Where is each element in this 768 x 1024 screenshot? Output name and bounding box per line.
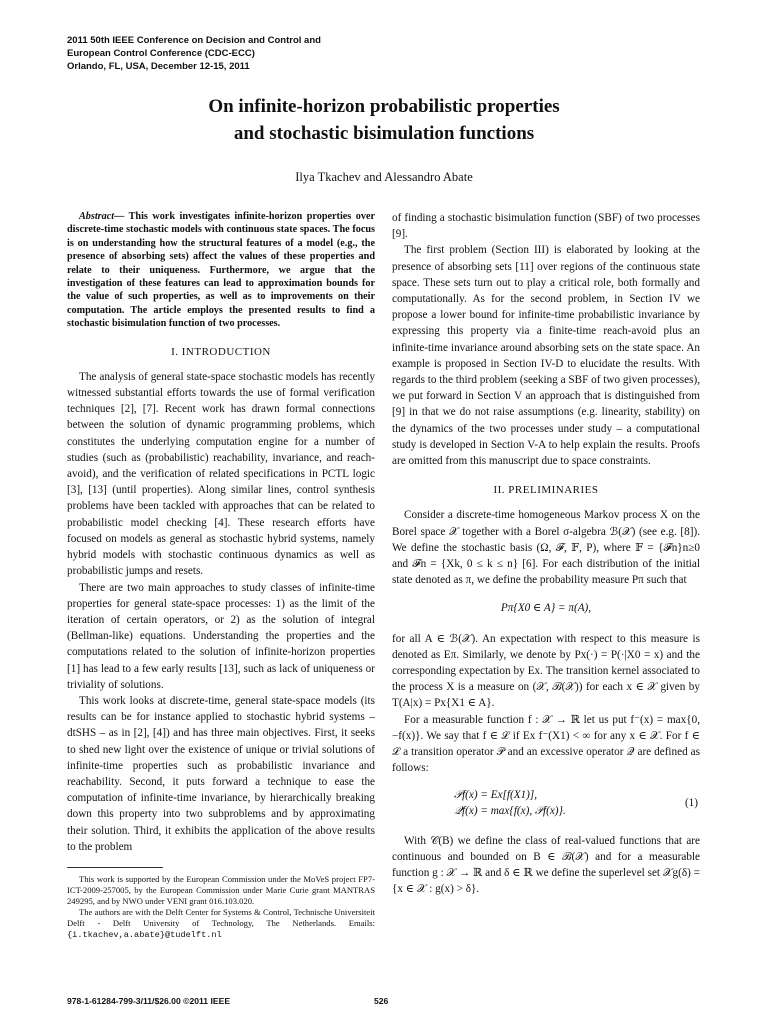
equation-initial-measure: Pπ{X0 ∈ A} = π(A),: [500, 602, 592, 615]
right-paragraph-2: The first problem (Section III) is elaborated by looking at the presence of absorbing sets [11] over regions of the continuous state space. These sets turn out to play a critical role, both formally and computationally. As for the second problem, in Section IV we propose a lower bound for infinite-time probabilistic invariance by expressing this property via a finite-time reach-avoid plus an infinite-time invariance around absorbing sets on the state space. An example is proposed in Section IV-D to elucidate the results. With regards to the third problem (seeking a SBF of two given processes), we put forward in Section V an approach that is distinguished from [9] in that we do not raise assumptions (e.g. linearity, stability) on the dynamics of the two processes under study – a computational study is developed in Section V-A to help explain the results. Proofs are omitted from this manuscript due to space constraints.: [392, 244, 700, 468]
prelim-paragraph-1: Consider a discrete-time homogeneous Markov process X on the Borel space 𝒳 together with a Borel σ-algebra ℬ(𝒳) (see e.g. [8]). We define the stochastic basis (Ω, 𝓕, 𝔽, P), where 𝔽 = {𝓕n}n≥0 and 𝓕n = {Xk, 0 ≤ k ≤ n} [6]. For each distribution of the initial state denoted as π, we define the probability measure Pπ such that: [392, 509, 700, 587]
footnote-support: This work is supported by the European Commission under the MoVeS project FP7-ICT-2009-257005, by the European Commission under Marie Curie grant MANTRAS 249295, and by NWO under VENI grant 016.103.020.: [67, 873, 375, 906]
intro-paragraph-2: There are two main approaches to study classes of infinite-time properties for general state-space processes: 1) as the limit of the iteration of certain operators, or 2) as the solution of integral (Bellman-like) equations. Understanding the properties and the computations related to the solution of infinite-horizon properties [1] has lead to a few early results [13], such as lack of uniqueness or triviality of solutions.: [67, 581, 375, 691]
equation-1-line-a: 𝒫f(x) = Ex[f(X1)],: [454, 788, 538, 801]
section-heading-preliminaries: II. PRELIMINARIES: [493, 484, 599, 497]
prelim-paragraph-4: With 𝒞(B) we define the class of real-valued functions that are continuous and bounded on B ∈ ℬ(𝒳) and for a measurable function g : 𝒳 → ℝ and δ ∈ ℝ we define the superlevel set 𝒳g(δ) = {x ∈ 𝒳 : g(x) > δ}.: [392, 834, 700, 896]
equation-1: [392, 787, 700, 821]
title-line-2: and stochastic bisimulation functions: [233, 123, 535, 144]
footnote-rule: [67, 867, 163, 868]
conference-header: [67, 34, 397, 73]
page-number: 526: [374, 996, 389, 1006]
right-column: [392, 210, 700, 897]
conference-line-1: 2011 50th IEEE Conference on Decision and Control and: [67, 35, 321, 46]
footer-isbn: 978-1-61284-799-3/11/$26.00 ©2011 IEEE: [67, 996, 231, 1006]
authors: Ilya Tkachev and Alessandro Abate: [295, 170, 473, 184]
prelim-paragraph-2: for all A ∈ ℬ(𝒳). An expectation with respect to this measure is denoted as Eπ. Similarly, we denote by Px(·) = P(·|X0 = x) and the corresponding expectation by Ex. The transition kernel associated to the process X is a measure on (𝒳, ℬ(𝒳)) for each x ∈ 𝒳 given by T(A|x) = Px{X1 ∈ A}.: [392, 632, 700, 710]
footnote-affiliation: [67, 907, 375, 941]
intro-paragraph-3: This work looks at discrete-time, general state-space models (its results can be for instance applied to stochastic hybrid systems – dtSHS – as in [2], [4]) and has three main objectives. First, it seeks to shed new light over the existence of unique or trivial solutions of infinite-time properties such as probabilistic invariance and reachability. Second, it puts forward a technique to ease the computation of infinite-time invariance, by hierarchically breaking down this property into two subproblems and by approximating their solution. Third, it exhibits the application of the above results to the problem: [67, 694, 375, 853]
paper-title: [0, 93, 768, 147]
email-addresses: {i.tkachev,a.abate}@tudelft.nl: [67, 929, 222, 940]
abstract-label: Abstract: [79, 211, 115, 222]
conference-line-2: European Control Conference (CDC-ECC): [67, 48, 255, 59]
equation-1-line-b: 𝒬f(x) = max{f(x), 𝒫f(x)}.: [454, 804, 566, 817]
abstract: [67, 210, 375, 331]
right-paragraph-1: of finding a stochastic bisimulation function (SBF) of two processes [9].: [392, 212, 700, 241]
affiliation-text: The authors are with the Delft Center for Systems & Control, Technische Universiteit Delft - Delft University of Technology, The Netherlands. Emails:: [67, 906, 375, 928]
equation-1-lines: [454, 787, 566, 819]
section-heading-introduction: I. INTRODUCTION: [171, 345, 271, 358]
abstract-text: — This work investigates infinite-horizon properties over discrete-time stochastic models with continuous state spaces. The focus is on understanding how the structural features of a model (e.g., the presence of absorbing sets) affect the values of these properties and relate to their uniqueness. Furthermore, we argue that the investigation of these features can lead to approximation bounds for the value of such properties, as well as to improvements on their computation. The article employs the presented results to find a stochastic bisimulation function of two processes.: [67, 211, 375, 330]
title-line-1: On infinite-horizon probabilistic properties: [208, 96, 560, 117]
left-column: [67, 210, 375, 941]
conference-line-3: Orlando, FL, USA, December 12-15, 2011: [67, 61, 250, 72]
equation-1-number: (1): [684, 796, 698, 809]
prelim-paragraph-3: For a measurable function f : 𝒳 → ℝ let us put f⁻(x) = max{0, −f(x)}. We say that f ∈ ℒ if Ex f⁻(X1) < ∞ for any x ∈ 𝒳. For f ∈ ℒ a transition operator 𝒫 and an excessive operator 𝒬 are defined as follows:: [392, 713, 700, 775]
intro-paragraph-1: The analysis of general state-space stochastic models has recently witnessed substantial efforts towards the use of formal verification techniques [2], [7]. Recent work has drawn formal connections between the solution of dynamic programming problems, which constitutes the underlying computation engine for a number of studies (such as (probabilistic) reachability, invariance, and reach-avoid), and the verification of related specifications in PCTL logic [3], [13] (until properties). Along similar lines, control synthesis problems have been tackled with approaches that can be related to probabilistic model checking [4]. These research efforts have focused on models as general as stochastic hybrid systems, namely hybrid models with stochastic continuous dynamics as well as probabilistic jumps and resets.: [67, 370, 375, 578]
